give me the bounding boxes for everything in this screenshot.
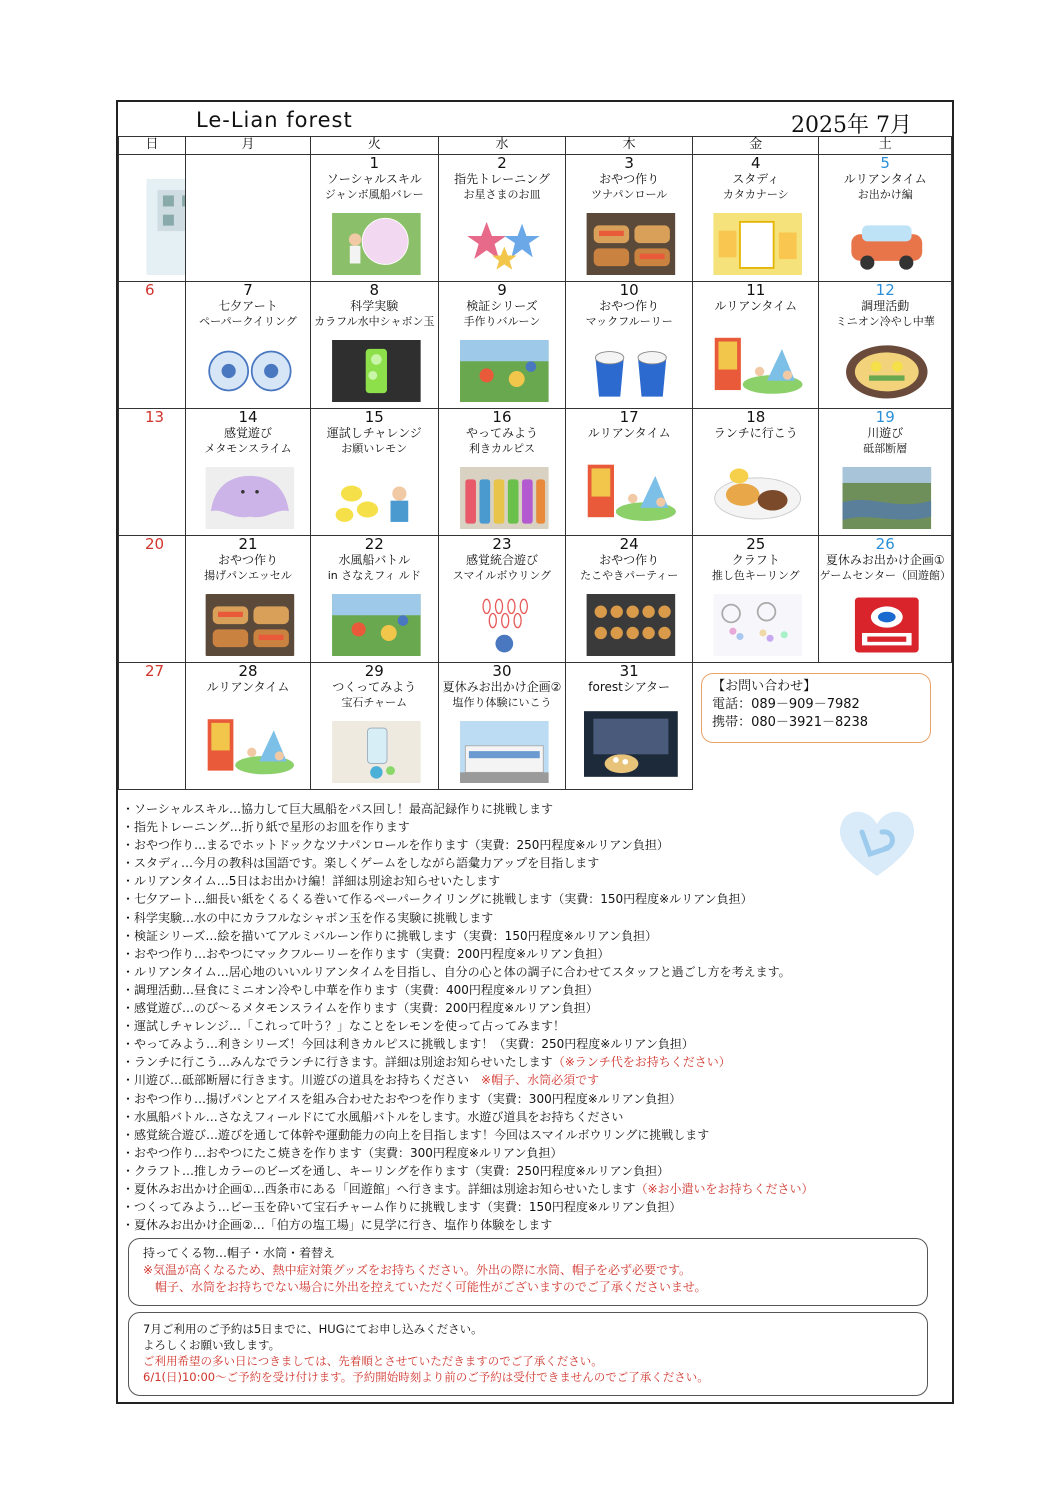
event-title: ルリアンタイム bbox=[714, 299, 798, 313]
weekday-header: 金 bbox=[693, 137, 819, 155]
event-title: おやつ作り bbox=[599, 172, 660, 186]
noodle-photo bbox=[837, 340, 937, 402]
note-text: ・おやつ作り…揚げパンとアイスを組み合わせたおやつを作ります（実費：300円程度※ルリアン負担） bbox=[122, 1091, 682, 1106]
quill-photo bbox=[204, 340, 296, 402]
calendar-week-row bbox=[119, 155, 952, 282]
science-photo bbox=[329, 340, 424, 402]
day-content bbox=[439, 552, 566, 662]
day-number: 1 bbox=[369, 154, 380, 172]
note-line bbox=[122, 927, 882, 945]
day-content bbox=[311, 298, 438, 408]
note-line bbox=[122, 945, 882, 963]
bring-items-box bbox=[128, 1238, 928, 1306]
note-line bbox=[122, 1162, 882, 1180]
theater-photo bbox=[584, 705, 678, 783]
calendar-header bbox=[118, 102, 952, 137]
weekday-header: 水 bbox=[438, 137, 566, 155]
calendar-day-cell bbox=[310, 663, 438, 790]
day-number: 25 bbox=[746, 535, 766, 553]
calendar-day-cell bbox=[310, 536, 438, 663]
inquiry-box bbox=[701, 673, 931, 743]
event-title: ソーシャルスキル bbox=[326, 172, 422, 186]
note-text: ・指先トレーニング…折り紙で星形のお皿を作ります bbox=[122, 820, 410, 835]
event-subtitle: たこやきパーティー bbox=[580, 569, 679, 582]
building-photo bbox=[457, 721, 552, 783]
note-text: ・クラフト…推しカラーのビーズを通し、キーリングを作ります（実費：250円程度※ルリアン負担） bbox=[122, 1163, 670, 1178]
calendar-day-cell bbox=[566, 409, 693, 536]
slime-photo bbox=[204, 467, 296, 529]
day-content bbox=[186, 425, 310, 535]
event-title: 科学実験 bbox=[350, 299, 399, 313]
calendar-day-cell bbox=[566, 155, 693, 282]
day-number: 19 bbox=[875, 408, 895, 426]
calendar-day-cell bbox=[438, 663, 566, 790]
note-text: ・感覚統合遊び…遊びを通して体幹や運動能力の向上を目指します！今回はスマイルボウリングに挑戦します bbox=[122, 1127, 710, 1142]
day-number: 14 bbox=[238, 408, 258, 426]
event-title: 夏休みお出かけ企画② bbox=[442, 680, 562, 694]
green-photo bbox=[329, 594, 424, 656]
event-title: ルリアンタイム bbox=[206, 680, 290, 694]
note-text: ・水風船バトル…さなえフィールドにて水風船バトルをします。水遊び道具をお持ちください bbox=[122, 1109, 624, 1124]
qr-photo bbox=[125, 179, 185, 275]
event-title: 指先トレーニング bbox=[454, 172, 550, 186]
calendar-day-cell bbox=[186, 282, 311, 409]
day-number: 7 bbox=[243, 281, 253, 299]
day-number: 28 bbox=[238, 662, 258, 680]
event-title: つくってみよう bbox=[332, 680, 417, 694]
weekday-header: 木 bbox=[566, 137, 693, 155]
day-number: 12 bbox=[875, 281, 895, 299]
event-subtitle: 手作りバルーン bbox=[463, 315, 541, 328]
day-content bbox=[311, 679, 438, 789]
event-subtitle: ペーパークイリング bbox=[199, 315, 297, 328]
note-line bbox=[122, 1126, 882, 1144]
lunch-photo bbox=[711, 451, 804, 529]
activity-notes bbox=[122, 800, 882, 1234]
day-number: 18 bbox=[746, 408, 766, 426]
note-text: ・感覚遊び…のび～るメタモンスライムを作ります（実費：200円程度※ルリアン負担） bbox=[122, 1001, 598, 1016]
day-number bbox=[186, 155, 310, 171]
weekday-header: 火 bbox=[310, 137, 438, 155]
event-subtitle: 揚げパンエッセル bbox=[204, 569, 292, 582]
calendar-day-cell bbox=[438, 282, 566, 409]
calendar-day-cell bbox=[693, 282, 819, 409]
event-subtitle: スマイルボウリング bbox=[452, 569, 552, 582]
calendar-week-row bbox=[119, 663, 952, 790]
event-title: ルリアンタイム bbox=[587, 426, 671, 440]
calendar-day-cell bbox=[438, 409, 566, 536]
note-text: ・検証シリーズ…絵を描いてアルミバルーン作りに挑戦します（実費：150円程度※ルリアン負担） bbox=[122, 928, 658, 943]
balloon-photo bbox=[329, 213, 424, 275]
weekday-header: 日 bbox=[119, 137, 186, 155]
calendar-day-cell bbox=[310, 282, 438, 409]
note-line bbox=[122, 854, 882, 872]
event-subtitle: 塩作り体験にいこう bbox=[452, 696, 552, 709]
note-line bbox=[122, 818, 882, 836]
weekday-row bbox=[119, 137, 952, 155]
calendar-day-cell bbox=[438, 155, 566, 282]
calendar-day-cell bbox=[566, 663, 693, 790]
food-photo bbox=[204, 594, 296, 656]
event-title: おやつ作り bbox=[217, 553, 278, 567]
event-subtitle: カラフル水中シャボン玉 bbox=[314, 315, 435, 328]
calendar-week-row bbox=[119, 409, 952, 536]
day-content bbox=[566, 552, 692, 662]
note-line bbox=[122, 872, 882, 890]
event-title: やってみよう bbox=[465, 426, 538, 440]
day-content bbox=[119, 425, 185, 535]
calendar-day-cell bbox=[186, 409, 311, 536]
day-number bbox=[119, 155, 185, 171]
calendar-week-row bbox=[119, 282, 952, 409]
day-content bbox=[693, 425, 818, 535]
event-title: おやつ作り bbox=[599, 299, 660, 313]
day-number: 24 bbox=[619, 535, 639, 553]
calendar-day-cell bbox=[819, 155, 952, 282]
lemon-photo bbox=[329, 467, 424, 529]
note-line bbox=[122, 963, 882, 981]
event-subtitle: 宝石チャーム bbox=[341, 696, 408, 709]
kids-photo bbox=[711, 324, 804, 402]
day-number: 2 bbox=[497, 154, 507, 172]
calendar-frame bbox=[116, 100, 954, 1404]
day-number: 15 bbox=[364, 408, 384, 426]
bowling-photo bbox=[457, 594, 552, 656]
reservation-deadline: 7月ご利用のご予約は5日までに、HUGにてお申し込みください。 bbox=[143, 1322, 483, 1336]
note-text: ・おやつ作り…おやつにマックフルーリーを作ります（実費：200円程度※ルリアン負担） bbox=[122, 946, 610, 961]
note-text: ・ソーシャルスキル…協力して巨大風船をパス回し！最高記録作りに挑戦します bbox=[122, 802, 554, 816]
day-content bbox=[439, 679, 566, 789]
takoyaki-photo bbox=[584, 594, 678, 656]
day-number: 3 bbox=[624, 154, 634, 172]
bottles-photo bbox=[457, 467, 552, 529]
inquiry-title: 【お問い合わせ】 bbox=[712, 679, 817, 694]
day-content bbox=[186, 552, 310, 662]
day-number: 21 bbox=[238, 535, 258, 553]
heat-warning: ※気温が高くなるため、熱中症対策グッズをお持ちください。外出の際に水筒、帽子を必ず必要です。 bbox=[143, 1263, 692, 1277]
note-line bbox=[122, 1035, 882, 1053]
note-line bbox=[122, 1198, 882, 1216]
car-photo bbox=[837, 213, 937, 275]
calendar-day-cell bbox=[819, 409, 952, 536]
calendar-week-row bbox=[119, 536, 952, 663]
food-photo bbox=[584, 213, 678, 275]
event-subtitle: in さなえフィ ルド bbox=[327, 569, 421, 582]
day-content bbox=[566, 679, 692, 789]
calendar-day-cell bbox=[310, 155, 438, 282]
day-content bbox=[186, 171, 310, 281]
reservation-start: 6/1(日)10:00～ご予約を受け付けます。予約開始時刻より前のご予約は受付できませんのでご了承ください。 bbox=[143, 1370, 709, 1384]
calendar-day-cell bbox=[119, 536, 186, 663]
day-number: 17 bbox=[619, 408, 639, 426]
day-number: 27 bbox=[145, 662, 165, 680]
calendar-day-cell bbox=[693, 536, 819, 663]
day-number: 20 bbox=[145, 535, 165, 553]
day-content bbox=[566, 425, 692, 535]
beads-photo bbox=[711, 594, 804, 656]
note-text: ・つくってみよう…ビー玉を砕いて宝石チャーム作りに挑戦します（実費：150円程度※ルリアン負担） bbox=[122, 1200, 682, 1215]
day-number: 5 bbox=[880, 154, 890, 172]
note-text: ・ルリアンタイム…5日はお出かけ編！詳細は別途お知らせいたします bbox=[122, 874, 501, 889]
event-subtitle: メタモンスライム bbox=[204, 442, 292, 455]
stars-photo bbox=[457, 213, 552, 275]
calendar-day-cell bbox=[819, 282, 952, 409]
event-subtitle: マックフルーリー bbox=[585, 315, 673, 328]
day-number: 22 bbox=[364, 535, 384, 553]
note-text: ・夏休みお出かけ企画②…「伯方の塩工場」に見学に行き、塩作り体験をします bbox=[122, 1218, 553, 1233]
note-line bbox=[122, 1017, 882, 1035]
green-photo bbox=[457, 340, 552, 402]
day-number: 23 bbox=[492, 535, 512, 553]
day-number: 30 bbox=[492, 662, 512, 680]
day-content bbox=[186, 298, 310, 408]
event-title: 夏休みお出かけ企画① bbox=[825, 553, 945, 567]
event-subtitle: ツナパンロール bbox=[591, 188, 668, 201]
calendar-day-cell bbox=[186, 663, 311, 790]
calendar-day-cell bbox=[119, 282, 186, 409]
event-subtitle: ゲームセンター（回遊館） bbox=[819, 569, 951, 582]
bring-items: 持ってくる物…帽子・水筒・着替え bbox=[143, 1246, 336, 1260]
note-warning: ※帽子、水筒必須です bbox=[481, 1073, 600, 1088]
calendar-day-cell bbox=[119, 409, 186, 536]
calendar-day-cell bbox=[693, 409, 819, 536]
event-title: 感覚統合遊び bbox=[465, 553, 538, 567]
note-line bbox=[122, 1053, 882, 1071]
event-subtitle: お願いレモン bbox=[341, 442, 408, 455]
day-number: 4 bbox=[750, 154, 761, 172]
note-text: ・調理活動…昼食にミニオン冷やし中華を作ります（実費：400円程度※ルリアン負担） bbox=[122, 982, 599, 997]
day-content bbox=[311, 552, 438, 662]
day-number: 10 bbox=[619, 281, 639, 299]
outing-warning: 帽子、水筒をお持ちでない場合に外出を控えていただく可能性がございますのでご了承くださいませ。 bbox=[143, 1280, 707, 1294]
day-content bbox=[119, 552, 185, 662]
day-number: 6 bbox=[145, 281, 155, 299]
note-line bbox=[122, 1090, 882, 1108]
mcf-photo bbox=[584, 340, 678, 402]
inquiry-mobile: 携帯：080－3921－8238 bbox=[712, 715, 869, 730]
reservation-regards: よろしくお願い致します。 bbox=[143, 1338, 281, 1352]
inquiry-cell bbox=[693, 663, 952, 790]
note-line bbox=[122, 836, 882, 854]
heart-logo-icon bbox=[832, 802, 922, 882]
note-warning: （※ランチ代をお持ちください） bbox=[552, 1055, 731, 1070]
note-text: ・川遊び…砥部断層に行きます。川遊びの道具をお持ちください bbox=[122, 1073, 482, 1088]
cards-photo bbox=[711, 213, 804, 275]
day-content bbox=[186, 679, 310, 789]
day-number: 9 bbox=[497, 281, 507, 299]
event-title: ランチに行こう bbox=[713, 426, 798, 440]
day-number: 8 bbox=[369, 281, 380, 299]
calendar-day-cell bbox=[186, 536, 311, 663]
day-content bbox=[819, 171, 951, 281]
kids-photo bbox=[584, 451, 678, 529]
day-content bbox=[311, 425, 438, 535]
day-number: 11 bbox=[746, 281, 766, 299]
charm-photo bbox=[329, 721, 424, 783]
note-line bbox=[122, 1108, 882, 1126]
note-line bbox=[122, 1144, 882, 1162]
note-text: ・運試しチャレンジ…「これって叶う？」なことをレモンを使って占ってみます！ bbox=[122, 1019, 566, 1034]
calendar-day-cell bbox=[119, 663, 186, 790]
reservation-box bbox=[128, 1312, 928, 1396]
event-title: スタディ bbox=[732, 172, 780, 186]
monthly-calendar bbox=[118, 136, 952, 790]
day-content bbox=[119, 298, 185, 408]
note-text: ・科学実験…水の中にカラフルなシャボン玉を作る実験に挑戦します bbox=[122, 910, 494, 925]
event-title: 川遊び bbox=[867, 426, 904, 440]
event-subtitle: ジャンボ風船バレー bbox=[324, 188, 424, 201]
day-content bbox=[819, 425, 951, 535]
calendar-day-cell bbox=[119, 155, 186, 282]
note-line bbox=[122, 1180, 882, 1198]
day-content bbox=[439, 425, 566, 535]
calendar-day-cell bbox=[819, 536, 952, 663]
event-title: 調理活動 bbox=[861, 299, 910, 313]
day-content bbox=[693, 298, 818, 408]
event-subtitle: 砥部断層 bbox=[863, 442, 908, 455]
day-content bbox=[693, 171, 818, 281]
event-title: 七夕アート bbox=[218, 299, 278, 313]
calendar-day-cell bbox=[693, 155, 819, 282]
note-text: ・夏休みお出かけ企画①…西条市にある「回遊館」へ行きます。詳細は別途お知らせいたします bbox=[122, 1181, 636, 1196]
day-content bbox=[693, 552, 818, 662]
day-content bbox=[439, 171, 566, 281]
event-title: 検証シリーズ bbox=[466, 299, 538, 313]
event-subtitle: お星さまのお皿 bbox=[463, 188, 541, 201]
reservation-first-come: ご利用希望の多い日につきましては、先着順とさせていただきますのでご了承ください。 bbox=[143, 1354, 603, 1368]
kids-photo bbox=[204, 705, 296, 783]
event-subtitle: 利きカルピス bbox=[468, 442, 535, 455]
note-line bbox=[122, 800, 882, 818]
day-content bbox=[439, 298, 566, 408]
calendar-day-cell bbox=[438, 536, 566, 663]
note-text: ・おやつ作り…おやつにたこ焼きを作ります（実費：300円程度※ルリアン負担） bbox=[122, 1145, 563, 1160]
event-title: forestシアター bbox=[588, 680, 671, 694]
note-line bbox=[122, 1216, 882, 1234]
note-line bbox=[122, 909, 882, 927]
event-title: 運試しチャレンジ bbox=[326, 426, 422, 440]
calendar-day-cell bbox=[566, 536, 693, 663]
calendar-day-cell bbox=[310, 409, 438, 536]
day-content bbox=[566, 298, 692, 408]
day-number: 26 bbox=[875, 535, 895, 553]
note-warning: （※お小遣いをお持ちください） bbox=[635, 1181, 814, 1196]
event-title: おやつ作り bbox=[599, 553, 660, 567]
event-title: 感覚遊び bbox=[223, 426, 272, 440]
event-subtitle: お出かけ編 bbox=[857, 188, 913, 201]
day-number: 31 bbox=[619, 662, 639, 680]
note-line bbox=[122, 1071, 882, 1089]
day-content bbox=[311, 171, 438, 281]
note-text: ・スタディ…今月の教科は国語です。楽しくゲームをしながら語彙力アップを目指します bbox=[122, 856, 600, 871]
note-line bbox=[122, 999, 882, 1017]
river-photo bbox=[837, 467, 937, 529]
calendar-day-cell bbox=[186, 155, 311, 282]
event-title: ルリアンタイム bbox=[843, 172, 927, 186]
note-text: ・ルリアンタイム…居心地のいいルリアンタイムを目指し、自分の心と体の調子に合わせてスタッフと過ごし方を考えます。 bbox=[122, 964, 791, 979]
event-subtitle: ミニオン冷やし中華 bbox=[835, 315, 935, 328]
note-text: ・やってみよう…利きシリーズ！今回は利きカルピスに挑戦します！（実費：250円程度※ルリアン負担） bbox=[122, 1037, 694, 1052]
day-content bbox=[819, 298, 951, 408]
day-number: 29 bbox=[364, 662, 384, 680]
event-subtitle: 推し色キーリング bbox=[711, 569, 800, 582]
note-line bbox=[122, 890, 882, 908]
day-number: 16 bbox=[492, 408, 512, 426]
event-title: クラフト bbox=[731, 553, 780, 567]
brand-name: Le-Lian forest bbox=[196, 108, 353, 132]
year-month: 2025年 7月 bbox=[791, 113, 912, 138]
day-content bbox=[119, 679, 185, 789]
weekday-header: 月 bbox=[186, 137, 311, 155]
day-content bbox=[819, 552, 951, 662]
note-line bbox=[122, 981, 882, 999]
inquiry-phone: 電話：089－909－7982 bbox=[712, 697, 860, 712]
day-content bbox=[566, 171, 692, 281]
calendar-day-cell bbox=[566, 282, 693, 409]
logo-photo bbox=[837, 594, 937, 656]
note-text: ・おやつ作り…まるでホットドックなツナパンロールを作ります（実費：250円程度※ルリアン負担） bbox=[122, 838, 669, 853]
day-content bbox=[119, 171, 185, 281]
day-number: 13 bbox=[145, 408, 165, 426]
note-text: ・七夕アート…細長い紙をくるくる巻いて作るペーパークイリングに挑戦します（実費：150円程度※ルリアン負担） bbox=[122, 892, 753, 907]
event-subtitle: カタカナーシ bbox=[722, 188, 789, 201]
note-text: ・ランチに行こう…みんなでランチに行きます。詳細は別途お知らせいたします bbox=[122, 1055, 553, 1070]
event-title: 水風船バトル bbox=[338, 553, 411, 567]
weekday-header: 土 bbox=[819, 137, 952, 155]
